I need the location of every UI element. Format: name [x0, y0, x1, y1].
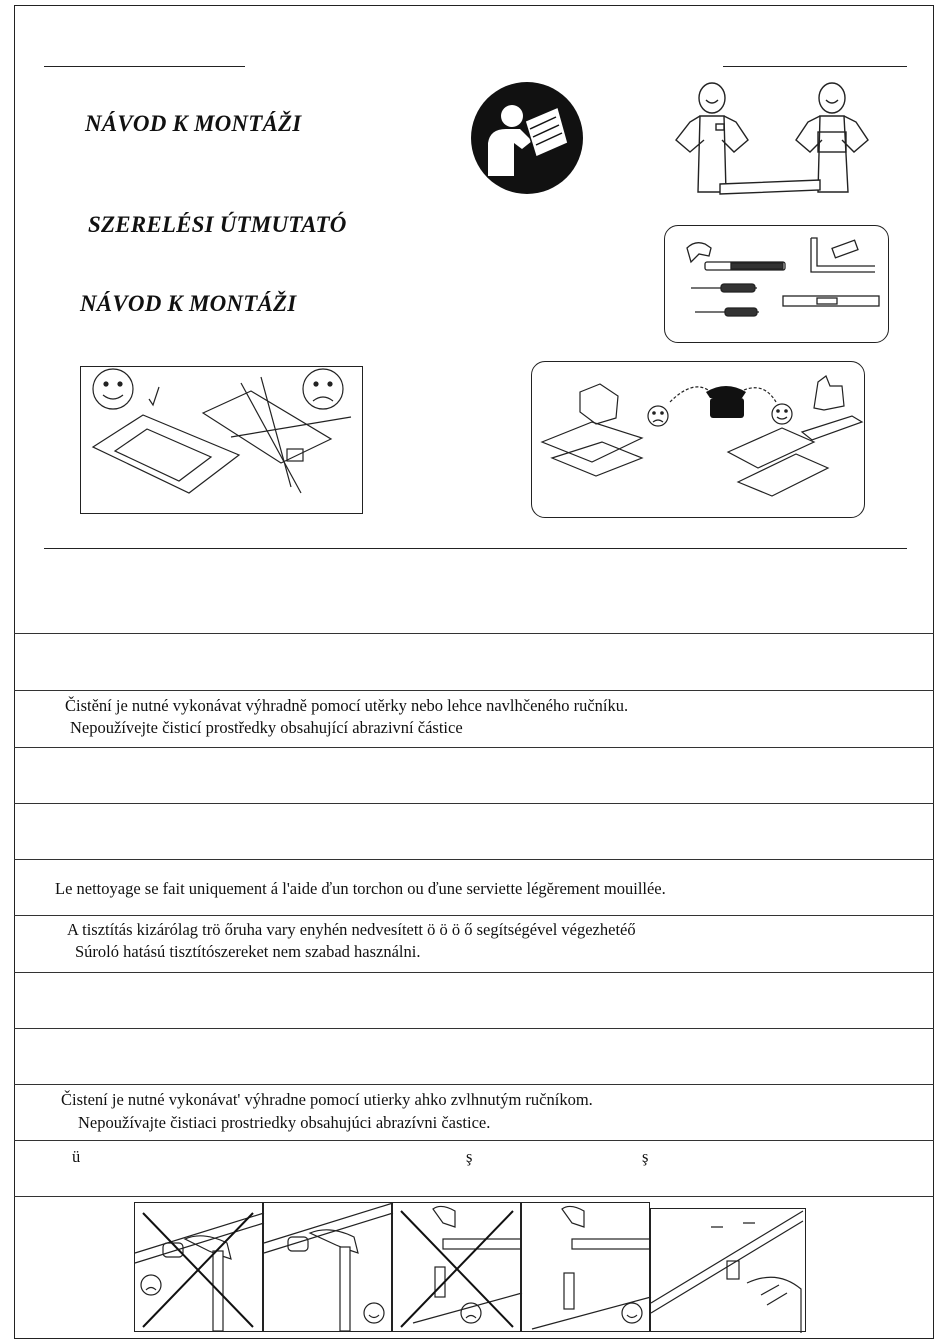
title-sk: NÁVOD K MONTÁŽI [80, 291, 297, 316]
row-bottom-border [14, 1196, 934, 1197]
cleaning-tr-fragment-2: ş [466, 1147, 473, 1166]
row-cleaning-tr [14, 1140, 934, 1196]
title-hu: SZERELÉSI ÚTMUTATÓ [88, 212, 347, 237]
row-empty-4 [14, 972, 934, 1028]
cleaning-tr-fragment-1: ü [72, 1147, 81, 1166]
cleaning-tr-fragment-3: ş [642, 1147, 649, 1166]
row-empty-3 [14, 803, 934, 859]
hammer-panel-right-2 [521, 1202, 650, 1332]
phone-support-icon [531, 361, 865, 518]
row-cleaning-sk [14, 1084, 934, 1140]
cleaning-cz-line2: Nepoužívejte čisticí prostředky obsahující abrazivní částice [70, 718, 463, 737]
hammer-panel-wrong-2 [392, 1202, 521, 1332]
row-empty-1 [14, 633, 934, 690]
hammer-usage-icon [134, 1202, 806, 1332]
hammer-panel-wrong-1 [134, 1202, 263, 1332]
read-manual-icon [470, 81, 584, 195]
row-cleaning-cz [14, 690, 934, 747]
cleaning-fr-line1: Le nettoyage se fait uniquement á l'aide ďun torchon ou ďune serviette légĕrement mouillée. [55, 879, 666, 898]
row-cleaning-hu [14, 915, 934, 972]
row-cleaning-fr [14, 859, 934, 915]
assembly-surface-icon [80, 366, 363, 514]
cleaning-sk-line2: Nepoužívajte čistiaci prostriedky obsahujúci abrazívni častice. [78, 1113, 491, 1132]
cleaning-cz-line1: Čistění je nutné vykonávat výhradně pomocí utěrky nebo lehce navlhčeného ručníku. [65, 696, 629, 715]
cleaning-hu-line2: Súroló hatású tisztítószereket nem szabad használni. [75, 942, 421, 961]
row-empty-2 [14, 747, 934, 803]
hammer-panel-detail [650, 1208, 806, 1332]
header-line-left [44, 66, 245, 67]
two-workers-icon [670, 80, 870, 200]
hammer-panel-right-1 [263, 1202, 392, 1332]
section-divider [44, 548, 907, 549]
cleaning-sk-line1: Čistení je nutné vykonávat' výhradne pomocí utierky ahko zvlhnutým ručníkom. [61, 1090, 593, 1109]
title-cz: NÁVOD K MONTÁŽI [85, 111, 302, 136]
tools-icon [664, 225, 889, 343]
header-line-right [723, 66, 907, 67]
cleaning-hu-line1: A tisztítás kizárólag trö őruha vary enyhén nedvesített ö ö ö ő segítségével végezhetéő [67, 920, 636, 939]
row-empty-5 [14, 1028, 934, 1084]
